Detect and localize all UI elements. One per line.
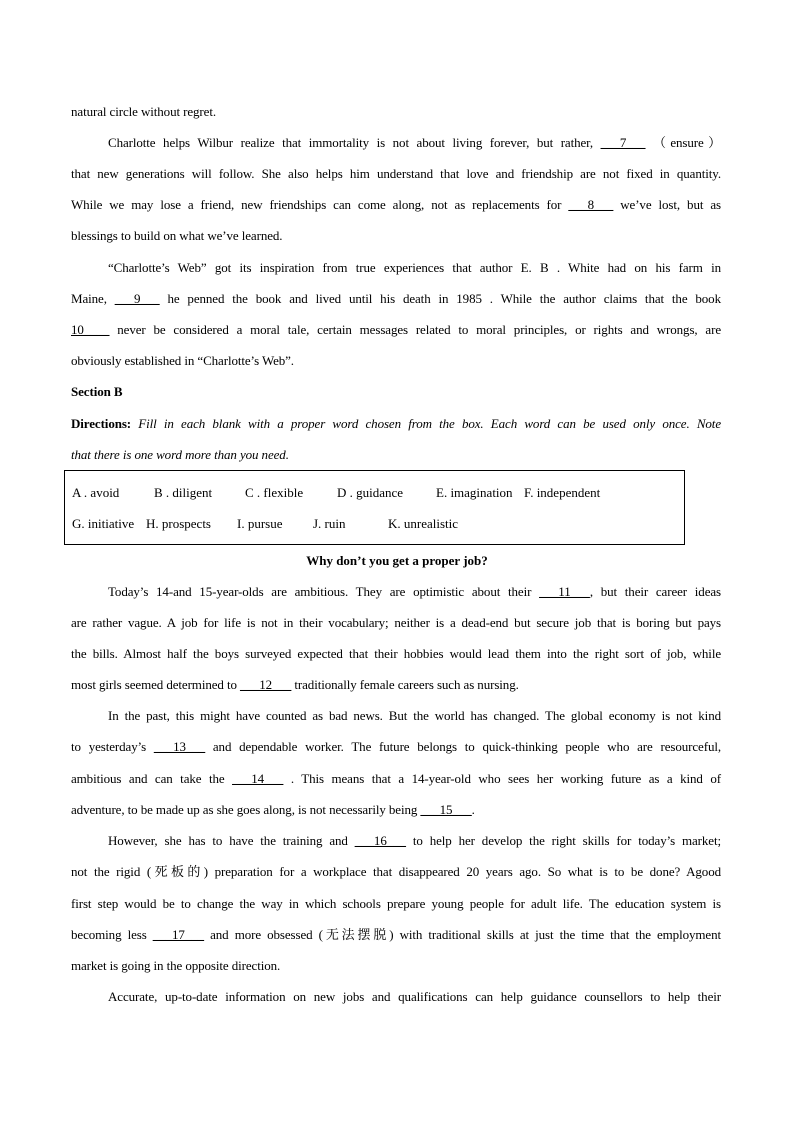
text-segment: Today’s 14-and 15-year-olds are ambitious. They are optimistic about their — [108, 584, 532, 599]
text-line — [71, 739, 721, 755]
blank-7[interactable]: ___7___ — [600, 135, 646, 150]
text-line — [71, 197, 721, 213]
blank-17[interactable]: ___17___ — [152, 927, 204, 942]
text-segment: . — [471, 802, 475, 817]
blank-16[interactable]: ___16___ — [354, 833, 406, 848]
text-line — [71, 927, 721, 943]
text-segment: to help her develop the right skills for today’s market; — [412, 833, 721, 848]
directions-line — [71, 416, 721, 432]
blank-12[interactable]: ___12___ — [240, 677, 292, 692]
text-line: are rather vague. A job for life is not in their vocabulary; neither is a dead-end but secure job that is boring but pays — [71, 615, 721, 630]
text-line: In the past, this might have counted as bad news. But the world has changed. The global economy is not kind — [108, 708, 721, 723]
blank-15[interactable]: ___15___ — [420, 802, 472, 817]
text-line: “Charlotte’s Web” got its inspiration from true experiences that author E. B . White had on his farm in — [108, 260, 721, 275]
blank-8[interactable]: ___8___ — [568, 197, 614, 212]
text-line — [108, 135, 721, 151]
text-segment: and more obsessed (无法摆脱) with traditional skills at just the time that the employment — [210, 927, 721, 942]
text-line — [71, 677, 721, 693]
text-line — [71, 802, 721, 818]
text-segment: Charlotte helps Wilbur realize that immortality is not about living forever, but rather, — [108, 135, 594, 150]
word-option: E. imagination — [436, 485, 513, 500]
text-segment: most girls seemed determined to — [71, 677, 237, 692]
text-segment: to yesterday’s — [71, 739, 147, 754]
text-line — [71, 771, 721, 787]
text-segment: traditionally female careers such as nursing. — [294, 677, 519, 692]
word-option: H. prospects — [146, 516, 211, 531]
text-line: the bills. Almost half the boys surveyed expected that their hobbies would lead them into the right sort of job, while — [71, 646, 721, 661]
word-option: A . avoid — [72, 485, 120, 500]
text-segment: While we may lose a friend, new friendships can come along, not as replacements for — [71, 197, 562, 212]
text-segment: ambitious and can take the — [71, 771, 225, 786]
text-line: Accurate, up-to-date information on new jobs and qualifications can help guidance counsellors to help their — [108, 989, 721, 1004]
text-segment: Maine, — [71, 291, 107, 306]
directions-line: that there is one word more than you need. — [71, 447, 289, 462]
word-option: I. pursue — [237, 516, 283, 531]
text-line — [71, 291, 721, 307]
word-option: K. unrealistic — [388, 516, 459, 531]
blank-13[interactable]: ___13___ — [153, 739, 206, 754]
text-line: first step would be to change the way in which schools prepare young people for adult life. The education system is — [71, 896, 721, 911]
text-segment: （ensure） — [653, 135, 721, 150]
text-segment: and dependable worker. The future belongs to quick-thinking people who are resourceful, — [212, 739, 722, 754]
word-option: F. independent — [524, 485, 601, 500]
text-line: not the rigid (死板的) preparation for a workplace that disappeared 20 years ago. So what is to be done? Agood — [71, 864, 721, 879]
text-segment: However, she has to have the training and — [108, 833, 348, 848]
text-line: that new generations will follow. She also helps him understand that love and friendship are not fixed in quantity. — [71, 166, 721, 181]
text-segment: we’ve lost, but as — [620, 197, 721, 212]
text-segment: becoming less — [71, 927, 147, 942]
text-line — [108, 833, 721, 849]
word-option: G. initiative — [72, 516, 135, 531]
directions-label: Directions: — [71, 416, 132, 431]
word-option: B . diligent — [154, 485, 213, 500]
word-option: D . guidance — [337, 485, 404, 500]
blank-11[interactable]: ___11___ — [539, 584, 590, 599]
blank-10[interactable]: 10____ — [71, 322, 110, 337]
text-segment: , but their career ideas — [589, 584, 721, 599]
word-option: C . flexible — [245, 485, 304, 500]
text-line — [71, 322, 721, 338]
text-line: obviously established in “Charlotte’s Web”. — [71, 353, 294, 368]
text-line: market is going in the opposite direction. — [71, 958, 281, 973]
text-segment: he penned the book and lived until his death in 1985 . While the author claims that the book — [167, 291, 721, 306]
directions-text: Fill in each blank with a proper word chosen from the box. Each word can be used only once. Note — [138, 416, 721, 431]
passage-title: Why don’t you get a proper job? — [306, 553, 488, 568]
blank-14[interactable]: ___14___ — [232, 771, 284, 786]
section-heading: Section B — [71, 384, 123, 399]
text-segment: adventure, to be made up as she goes along, is not necessarily being — [71, 802, 418, 817]
text-line: blessings to build on what we’ve learned. — [71, 228, 283, 243]
text-line — [108, 584, 721, 600]
text-segment: never be considered a moral tale, certain messages related to moral principles, or rights and wrongs, are — [117, 322, 721, 337]
text-segment: . This means that a 14-year-old who sees her working future as a kind of — [290, 771, 721, 786]
word-box — [64, 470, 685, 545]
text-line: natural circle without regret. — [71, 104, 216, 119]
blank-9[interactable]: ___9___ — [114, 291, 160, 306]
word-option: J. ruin — [313, 516, 346, 531]
